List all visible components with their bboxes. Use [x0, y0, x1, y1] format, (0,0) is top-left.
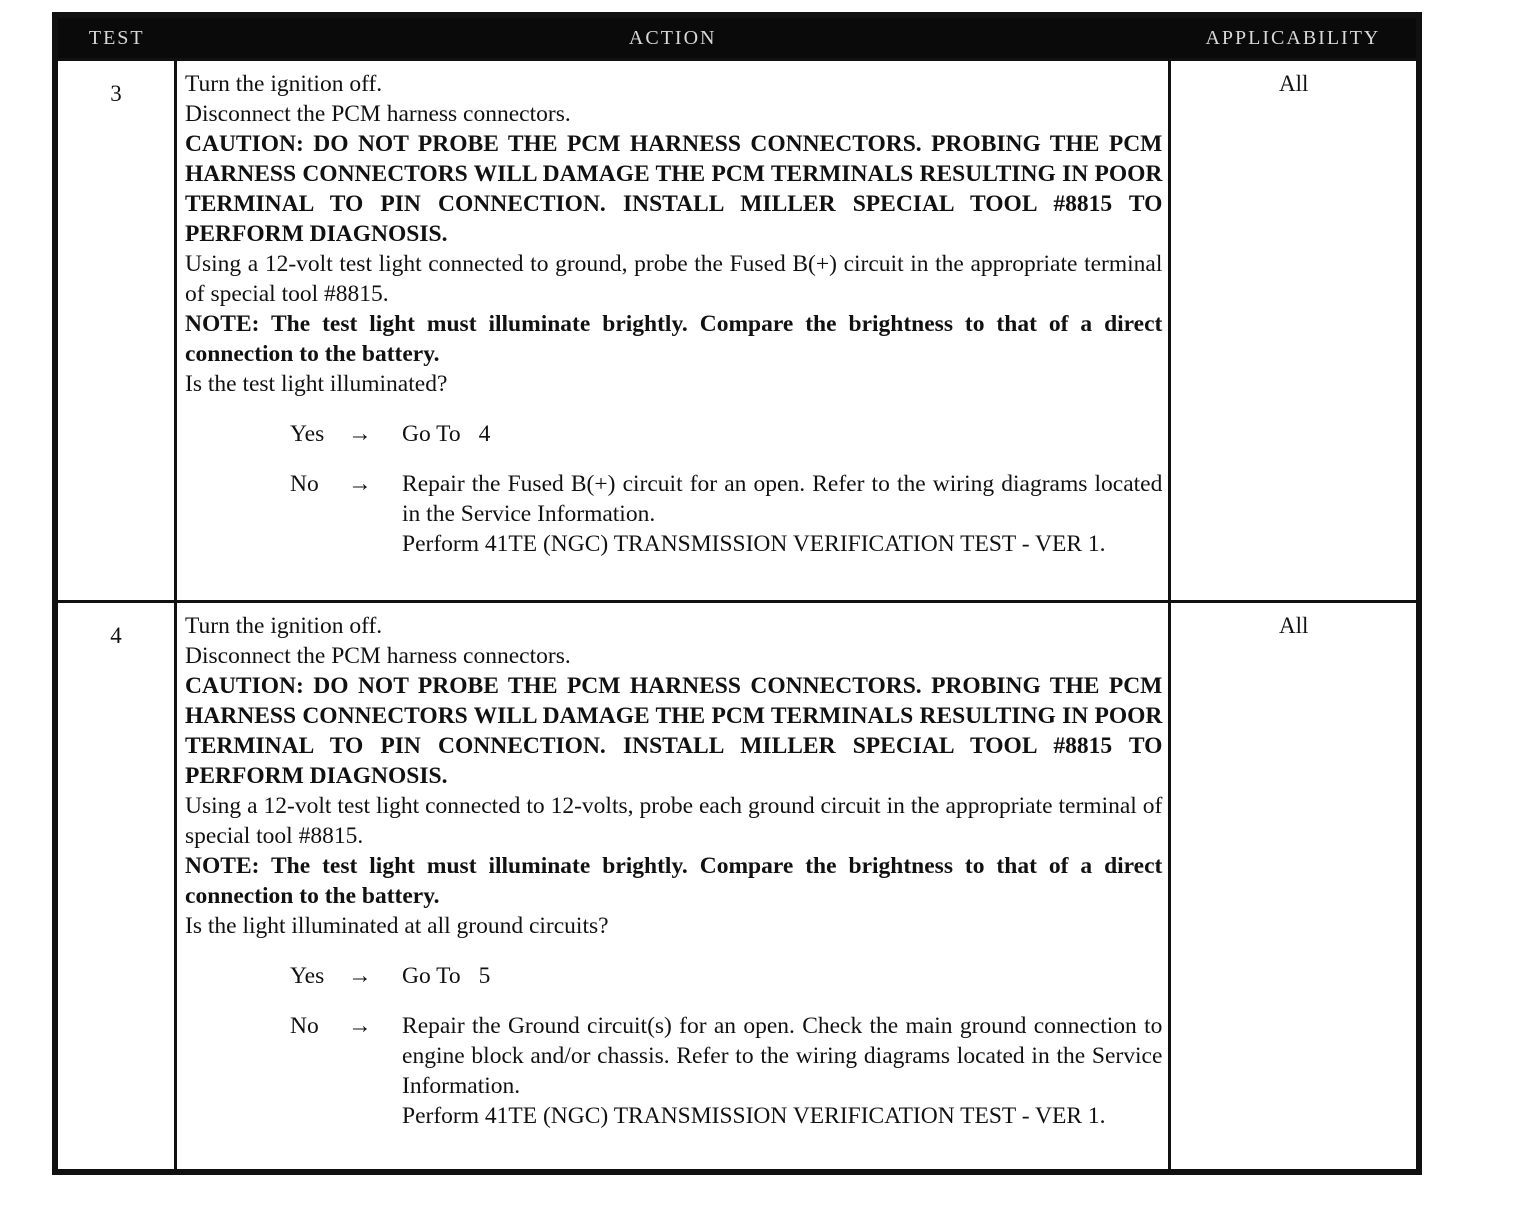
question-text: Is the test light illuminated?	[185, 371, 448, 397]
no-label: No	[290, 1013, 319, 1039]
test-number: 4	[110, 623, 122, 648]
yes-label: Yes	[290, 963, 325, 989]
table-row	[55, 60, 1419, 602]
question-text: Is the light illuminated at all ground circuits?	[185, 913, 609, 939]
goto-label: Go To	[402, 421, 461, 447]
arrow-icon: →	[348, 471, 372, 497]
action-cell	[176, 60, 1170, 602]
no-label: No	[290, 471, 319, 497]
test-number-cell	[55, 602, 176, 1172]
goto-label: Go To	[402, 963, 461, 989]
yes-branch	[185, 961, 1162, 991]
note-text: NOTE: The test light must illuminate brightly. Compare the brightness to that of a direct connection to the battery.	[185, 311, 1163, 367]
step-disconnect: Disconnect the PCM harness connectors.	[185, 643, 571, 669]
caution-text: CAUTION: DO NOT PROBE THE PCM HARNESS CONNECTORS. PROBING THE PCM HARNESS CONNECTORS WILL DAMAGE THE PCM TERMINALS RESULTING IN POOR TERMINAL TO PIN CONNECTION. INSTALL MILLER SPECIAL TOOL #8815 TO PERFORM DIAGNOSIS.	[185, 131, 1163, 247]
repair-text: Repair the Fused B(+) circuit for an open. Refer to the wiring diagrams located in the Service Information.	[402, 471, 1163, 527]
table-header	[55, 15, 1419, 60]
test-number-cell	[55, 60, 176, 602]
perform-text: Perform 41TE (NGC) TRANSMISSION VERIFICATION TEST - VER 1.	[402, 531, 1106, 557]
yes-label: Yes	[290, 421, 325, 447]
arrow-icon: →	[348, 421, 372, 447]
step-ignition-off: Turn the ignition off.	[185, 613, 383, 639]
header-test: TEST	[55, 15, 176, 60]
no-branch	[185, 1011, 1162, 1131]
yes-result	[402, 961, 1162, 991]
goto-number: 4	[478, 421, 491, 447]
applicability-cell	[1170, 602, 1419, 1172]
applicability-value: All	[1278, 613, 1309, 638]
repair-text: Repair the Ground circuit(s) for an open. Check the main ground connection to engine block and/or chassis. Refer to the wiring diagrams located in the Service Information.	[402, 1013, 1163, 1099]
header-action: ACTION	[176, 15, 1170, 60]
perform-text: Perform 41TE (NGC) TRANSMISSION VERIFICATION TEST - VER 1.	[402, 1103, 1106, 1129]
table-row	[55, 602, 1419, 1172]
applicability-value: All	[1278, 71, 1309, 96]
goto-number: 5	[478, 963, 491, 989]
no-branch	[185, 469, 1162, 559]
arrow-icon: →	[348, 963, 372, 989]
action-cell	[176, 602, 1170, 1172]
test-number: 3	[110, 81, 122, 106]
no-result	[402, 1011, 1162, 1131]
yes-branch	[185, 419, 1162, 449]
yes-result	[402, 419, 1162, 449]
arrow-icon: →	[348, 1013, 372, 1039]
instruction-text: Using a 12-volt test light connected to 12-volts, probe each ground circuit in the appropriate terminal of special tool #8815.	[185, 793, 1163, 849]
instruction-text: Using a 12-volt test light connected to ground, probe the Fused B(+) circuit in the appropriate terminal of special tool #8815.	[185, 251, 1163, 307]
step-disconnect: Disconnect the PCM harness connectors.	[185, 101, 571, 127]
applicability-cell	[1170, 60, 1419, 602]
no-result	[402, 469, 1162, 559]
step-ignition-off: Turn the ignition off.	[185, 71, 383, 97]
note-text: NOTE: The test light must illuminate brightly. Compare the brightness to that of a direct connection to the battery.	[185, 853, 1163, 909]
header-applicability: APPLICABILITY	[1170, 15, 1419, 60]
diagnostic-test-table	[52, 12, 1422, 1175]
caution-text: CAUTION: DO NOT PROBE THE PCM HARNESS CONNECTORS. PROBING THE PCM HARNESS CONNECTORS WILL DAMAGE THE PCM TERMINALS RESULTING IN POOR TERMINAL TO PIN CONNECTION. INSTALL MILLER SPECIAL TOOL #8815 TO PERFORM DIAGNOSIS.	[185, 673, 1163, 789]
